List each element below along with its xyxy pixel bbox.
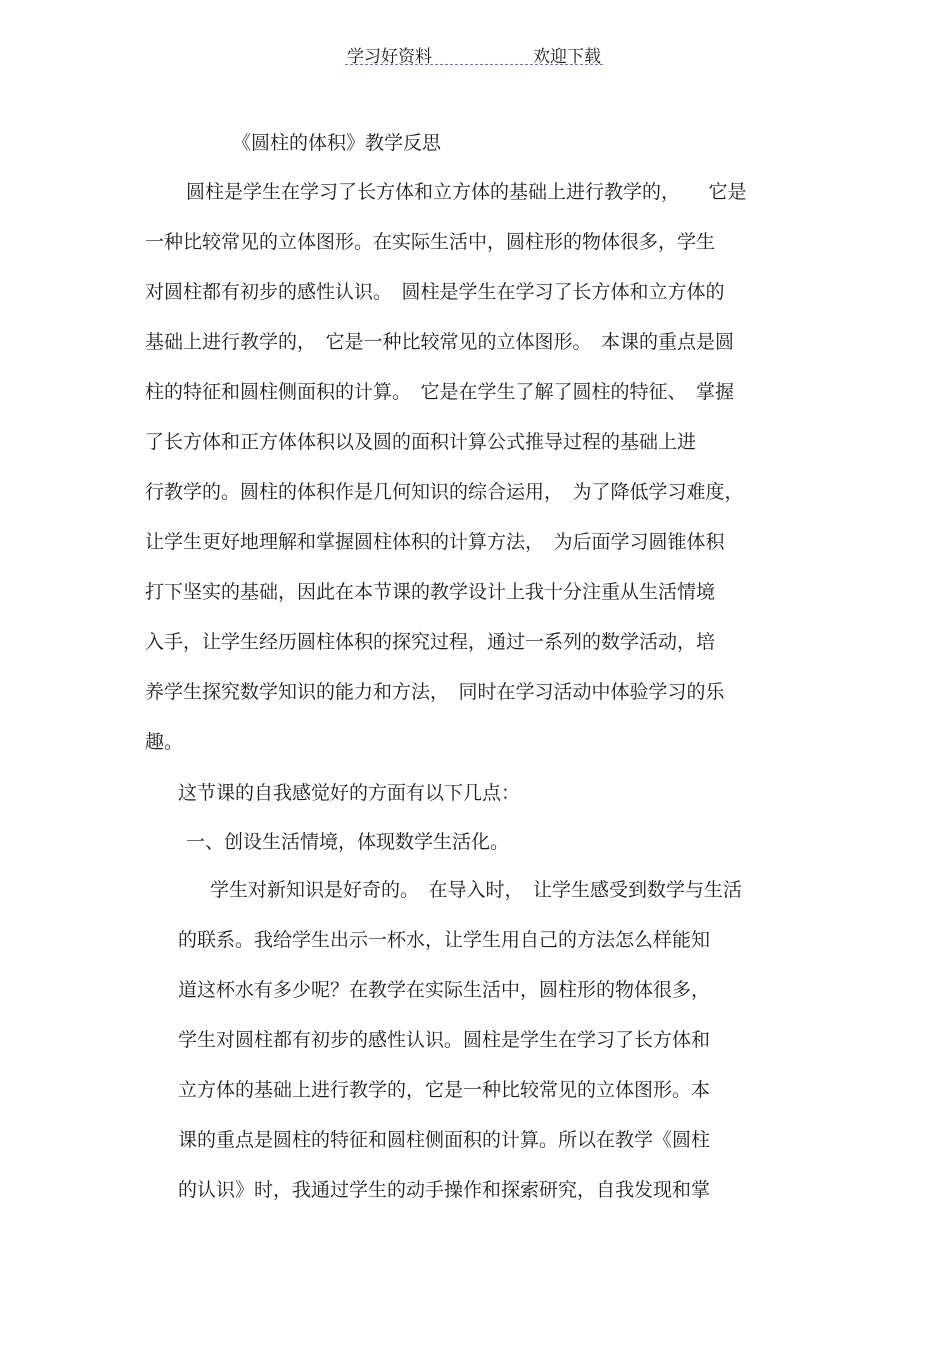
paragraph-line: 学生对圆柱都有初步的感性认识。圆柱是学生在学习了长方体和 xyxy=(178,1029,711,1051)
paragraph-line: 打下坚实的基础，因此在本节课的教学设计上我十分注重从生活情境 xyxy=(145,581,716,603)
paragraph-line: 一种比较常见的立体图形。在实际生活中，圆柱形的物体很多，学生 xyxy=(145,231,716,253)
paragraph-line: 的联系。我给学生出示一杯水，让学生用自己的方法怎么样能知 xyxy=(178,929,711,951)
header-left-text: 学习好资料 xyxy=(347,47,432,67)
paragraph-line: 柱的特征和圆柱侧面积的计算。 它是在学生了解了圆柱的特征、 掌握 xyxy=(145,381,735,403)
paragraph-line: 课的重点是圆柱的特征和圆柱侧面积的计算。所以在教学《圆柱 xyxy=(178,1129,711,1151)
paragraph-line: 入手，让学生经历圆柱体积的探究过程，通过一系列的数学活动，培 xyxy=(145,631,716,653)
paragraph-line: 养学生探究数学知识的能力和方法， 同时在学习活动中体验学习的乐 xyxy=(145,681,725,703)
paragraph-line: 学生对新知识是好奇的。 在导入时， 让学生感受到数学与生活 xyxy=(210,879,743,901)
paragraph-line: 行教学的。圆柱的体积作是几何知识的综合运用， 为了降低学习难度， xyxy=(145,481,744,503)
paragraph-line: 这节课的自我感觉好的方面有以下几点： xyxy=(178,782,521,804)
paragraph-line: 圆柱是学生在学习了长方体和立方体的基础上进行教学的， 它是 xyxy=(186,181,747,203)
paragraph-line: 立方体的基础上进行教学的，它是一种比较常见的立体图形。本 xyxy=(178,1079,711,1101)
page-header xyxy=(345,40,603,65)
paragraph-line: 基础上进行教学的， 它是一种比较常见的立体图形。 本课的重点是圆 xyxy=(145,331,735,353)
section-heading: 一、创设生活情境，体现数学生活化。 xyxy=(186,831,510,853)
paragraph-line: 对圆柱都有初步的感性认识。 圆柱是学生在学习了长方体和立方体的 xyxy=(145,281,725,303)
document-title: 《圆柱的体积》教学反思 xyxy=(232,132,442,154)
paragraph-line: 道这杯水有多少呢？在教学在实际生活中，圆柱形的物体很多， xyxy=(178,979,711,1001)
paragraph-line: 的认识》时，我通过学生的动手操作和探索研究，自我发现和掌 xyxy=(178,1179,711,1201)
header-right-text: 欢迎下载 xyxy=(533,47,601,67)
paragraph-line: 趣。 xyxy=(145,731,184,753)
paragraph-line: 让学生更好地理解和掌握圆柱体积的计算方法， 为后面学习圆锥体积 xyxy=(145,531,725,553)
paragraph-line: 了长方体和正方体体积以及圆的面积计算公式推导过程的基础上进 xyxy=(145,431,697,453)
